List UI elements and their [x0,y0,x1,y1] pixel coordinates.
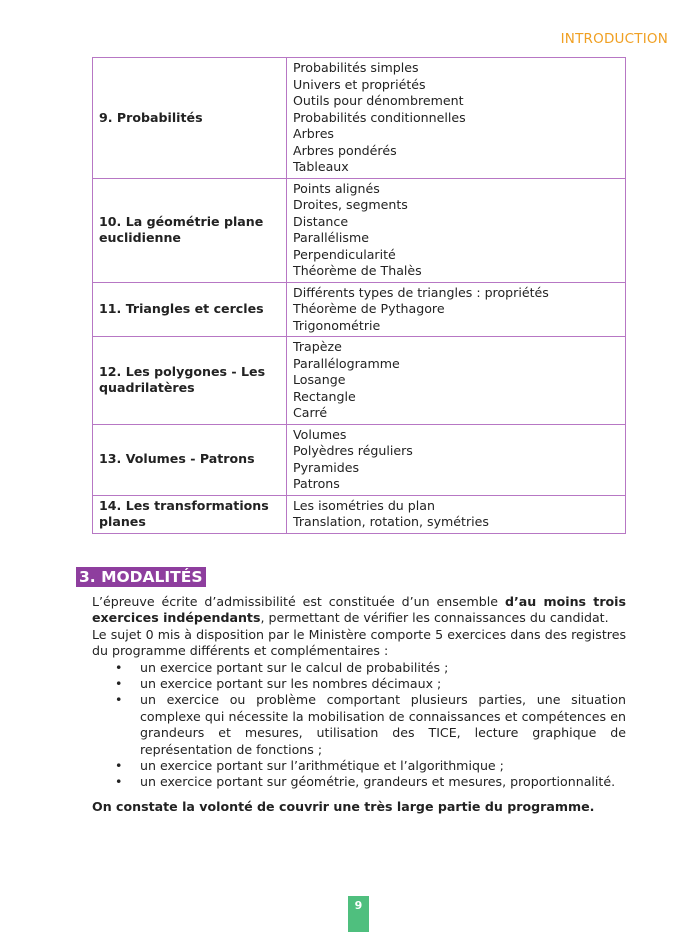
item: Probabilités conditionnelles [293,109,466,125]
item: Théorème de Pythagore [293,301,445,316]
topic-cell: 11. Triangles et cercles [93,282,287,337]
text: , permettant de vérifier les connaissances du candidat. [260,610,609,626]
section-title: 3. MODALITÉS [76,567,206,587]
table-row [93,495,626,533]
page-number: 9 [348,896,369,932]
item: Trigonométrie [293,317,381,333]
item: Carré [293,405,328,420]
item: Patrons [293,476,340,491]
conclusion: On constate la volonté de couvrir une très large partie du programme. [92,798,595,814]
item: Arbres pondérés [293,142,397,158]
bullet-item: • un exercice portant sur les nombres décimaux ; [140,676,626,692]
item: Arbres [293,126,334,141]
bullet-list [92,660,626,791]
paragraph-1 [92,594,626,627]
table-row [93,337,626,425]
topic-cell: 9. Probabilités [93,58,287,179]
topic-cell: 10. La géométrie plane euclidienne [93,178,287,282]
items-cell [287,337,626,425]
table-row [93,58,626,179]
section-body [92,594,626,815]
item: Distance [293,213,349,229]
item: Droites, segments [293,197,408,212]
table-row [93,282,626,337]
bold-text: d’au moins trois exercices indépendants [92,594,626,626]
item: Tableaux [293,159,349,174]
items-cell [287,424,626,495]
items-cell [287,282,626,337]
item: Losange [293,372,346,387]
program-table [92,57,626,534]
topic-cell: 12. Les polygones - Les quadrilatères [93,337,287,425]
topic-cell: 13. Volumes - Patrons [93,424,287,495]
item: Perpendicularité [293,246,396,262]
item: Parallélisme [293,230,369,245]
bullet-item: • un exercice portant sur géométrie, grandeurs et mesures, proportionnalité. [140,774,626,790]
items-cell [287,178,626,282]
item: Outils pour dénombrement [293,93,464,108]
topic-cell: 14. Les transformations planes [93,495,287,533]
item: Les isométries du plan [293,497,435,513]
running-header: INTRODUCTION [560,31,668,47]
paragraph-2: Le sujet 0 mis à disposition par le Ministère comporte 5 exercices dans des registres du programme différents et complémentaires : [92,626,626,659]
item: Différents types de triangles : propriétés [293,284,549,300]
item: Rectangle [293,388,356,404]
table-row [93,178,626,282]
items-cell [287,58,626,179]
bullet-item: • un exercice portant sur le calcul de probabilités ; [140,660,626,676]
items-cell [287,495,626,533]
table-row [93,424,626,495]
item: Théorème de Thalès [293,263,422,278]
bullet-item: • un exercice ou problème comportant plusieurs parties, une situation complexe qui nécessite la mobilisation de connaissances et compétences en grandeurs et mesures, utilisation des TICE, lecture graphique de représentation de fonctions ; [140,692,626,758]
item: Translation, rotation, symétries [293,514,489,529]
bullet-item: • un exercice portant sur l’arithmétique et l’algorithmique ; [140,758,626,774]
item: Volumes [293,426,347,442]
item: Probabilités simples [293,60,419,75]
item: Trapèze [293,339,342,354]
item: Points alignés [293,180,380,196]
item: Parallélogramme [293,355,400,371]
item: Polyèdres réguliers [293,443,413,458]
text: L’épreuve écrite d’admissibilité est constituée d’un ensemble [92,594,505,609]
item: Univers et propriétés [293,76,426,92]
item: Pyramides [293,459,360,475]
